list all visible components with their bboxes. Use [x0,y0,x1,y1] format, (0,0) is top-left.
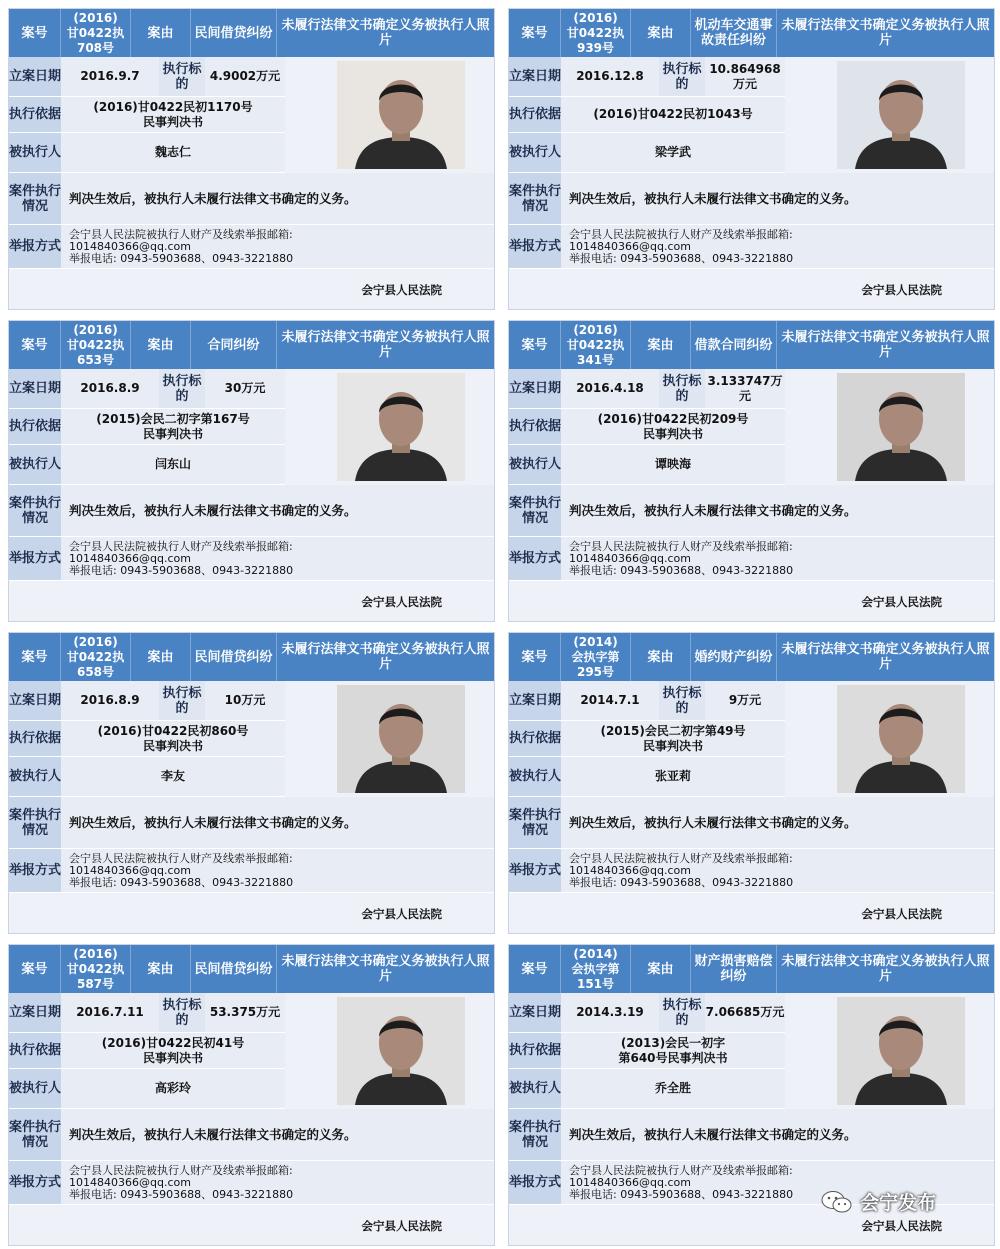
filing-date-label: 立案日期 [9,993,61,1033]
report-row [509,537,994,581]
portrait-silhouette-icon [337,373,465,481]
cause-value: 财产损害赔偿纠纷 [691,945,777,993]
case-year: (2016) [73,634,118,649]
basis-value [61,97,285,133]
court-name: 会宁县人民法院 [861,283,942,297]
case-year: (2016) [73,322,118,337]
report-label: 举报方式 [509,537,561,581]
photo-title: 未履行法律文书确定义务被执行人照片 [781,330,990,360]
case-seq: 151号 [576,976,615,991]
target-label: 执行标的 [159,993,205,1033]
basis-value [561,409,785,445]
report-email: 1014840366@qq.com [69,1175,191,1189]
status-row [509,797,994,849]
card-header [9,9,494,57]
person-label: 被执行人 [509,757,561,797]
report-info [561,225,994,269]
case-no-label: 案号 [509,633,561,681]
person-photo [337,373,465,481]
case-code: 会执字第 [571,649,620,664]
case-year: (2016) [573,10,618,25]
basis-value [61,409,285,445]
basis-label: 执行依据 [509,721,561,757]
report-phone: 举报电话: 0943-5903688、0943-3221880 [569,563,794,577]
case-number [61,945,131,993]
person-name: 谭映海 [561,445,785,485]
filing-date-label: 立案日期 [509,57,561,97]
cause-value: 民间借贷纠纷 [191,9,277,57]
status-text: 判决生效后，被执行人未履行法律文书确定的义务。 [561,797,994,849]
card-header [509,321,994,369]
report-info [61,1161,494,1205]
person-name: 闫东山 [61,445,285,485]
card-header [509,633,994,681]
report-phone: 举报电话: 0943-5903688、0943-3221880 [569,1187,794,1201]
basis-line-1: (2016)甘0422民初1043号 [593,107,753,121]
person-label: 被执行人 [9,1069,61,1109]
court-name: 会宁县人民法院 [861,907,942,921]
status-text: 判决生效后，被执行人未履行法律文书确定的义务。 [561,1109,994,1161]
status-label: 案件执行情况 [509,173,561,225]
status-label: 案件执行情况 [9,485,61,537]
report-label: 举报方式 [9,537,61,581]
report-label: 举报方式 [9,225,61,269]
enforcement-card [508,632,995,934]
basis-label: 执行依据 [9,721,61,757]
person-photo [837,373,965,481]
report-line: 会宁县人民法院被执行人财产及线索举报邮箱: [569,227,793,241]
basis-line-2: 第640号民事判决书 [618,1050,728,1065]
filing-date-label: 立案日期 [9,57,61,97]
target-label: 执行标的 [659,681,705,721]
case-seq: 708号 [76,40,115,55]
report-line: 会宁县人民法院被执行人财产及线索举报邮箱: [69,539,293,553]
filing-date: 2016.7.11 [61,993,159,1033]
person-name: 魏志仁 [61,133,285,173]
report-row [509,849,994,893]
report-line: 会宁县人民法院被执行人财产及线索举报邮箱: [69,1163,293,1177]
case-no-label: 案号 [9,9,61,57]
person-photo [837,997,965,1105]
case-number [561,9,631,57]
person-name: 高彩玲 [61,1069,285,1109]
basis-label: 执行依据 [9,409,61,445]
case-no-label: 案号 [509,321,561,369]
cause-label: 案由 [631,9,691,57]
status-text: 判决生效后，被执行人未履行法律文书确定的义务。 [61,173,494,225]
report-label: 举报方式 [509,849,561,893]
status-text: 判决生效后，被执行人未履行法律文书确定的义务。 [561,173,994,225]
status-row [9,1109,494,1161]
person-label: 被执行人 [9,757,61,797]
basis-label: 执行依据 [9,97,61,133]
cause-label: 案由 [131,321,191,369]
case-code: 甘0422执 [66,25,125,40]
court-name: 会宁县人民法院 [361,283,442,297]
basis-value [561,1033,785,1069]
person-label: 被执行人 [9,445,61,485]
status-text: 判决生效后，被执行人未履行法律文书确定的义务。 [61,485,494,537]
report-phone: 举报电话: 0943-5903688、0943-3221880 [569,875,794,889]
report-row [9,1161,494,1205]
report-info [561,537,994,581]
portrait-silhouette-icon [837,373,965,481]
case-year: (2016) [73,946,118,961]
cause-value: 民间借贷纠纷 [191,945,277,993]
filing-date-label: 立案日期 [9,681,61,721]
report-line: 会宁县人民法院被执行人财产及线索举报邮箱: [569,539,793,553]
person-photo [337,997,465,1105]
basis-label: 执行依据 [509,1033,561,1069]
basis-line-2: 民事判决书 [642,426,703,441]
target-label: 执行标的 [159,57,205,97]
basis-line-1: (2015)会民二初字第49号 [600,723,746,738]
filing-date-label: 立案日期 [509,369,561,409]
enforcement-card [508,320,995,622]
basis-value [61,1033,285,1069]
target-amount: 9万元 [705,681,785,721]
case-number [61,633,131,681]
cause-value: 婚约财产纠纷 [691,633,777,681]
card-header [9,321,494,369]
portrait-silhouette-icon [337,685,465,793]
case-code: 会执字第 [571,961,620,976]
card-header [509,9,994,57]
basis-line-2: 民事判决书 [642,738,703,753]
target-amount: 53.375万元 [205,993,285,1033]
status-text: 判决生效后，被执行人未履行法律文书确定的义务。 [61,1109,494,1161]
case-code: 甘0422执 [66,649,125,664]
case-seq: 939号 [576,40,615,55]
status-label: 案件执行情况 [509,797,561,849]
person-photo [837,61,965,169]
card-header [509,945,994,993]
filing-date: 2016.4.18 [561,369,659,409]
filing-date-label: 立案日期 [509,993,561,1033]
person-name: 李友 [61,757,285,797]
enforcement-card [508,8,995,310]
report-email: 1014840366@qq.com [569,239,691,253]
target-amount: 30万元 [205,369,285,409]
photo-title: 未履行法律文书确定义务被执行人照片 [281,954,490,984]
case-number [61,321,131,369]
enforcement-card [8,8,495,310]
report-phone: 举报电话: 0943-5903688、0943-3221880 [69,251,294,265]
report-label: 举报方式 [509,1161,561,1205]
filing-date: 2016.9.7 [61,57,159,97]
target-label: 执行标的 [659,57,705,97]
person-label: 被执行人 [9,133,61,173]
report-phone: 举报电话: 0943-5903688、0943-3221880 [69,875,294,889]
photo-title: 未履行法律文书确定义务被执行人照片 [781,18,990,48]
person-label: 被执行人 [509,133,561,173]
cause-value: 机动车交通事故责任纠纷 [691,9,777,57]
case-code: 甘0422执 [66,337,125,352]
portrait-silhouette-icon [337,61,465,169]
basis-value [561,721,785,757]
cause-label: 案由 [131,9,191,57]
case-no-label: 案号 [9,945,61,993]
target-label: 执行标的 [159,681,205,721]
status-label: 案件执行情况 [9,797,61,849]
cause-value: 民间借贷纠纷 [191,633,277,681]
report-line: 会宁县人民法院被执行人财产及线索举报邮箱: [69,851,293,865]
enforcement-card [8,632,495,934]
court-name: 会宁县人民法院 [361,907,442,921]
case-number [561,321,631,369]
basis-label: 执行依据 [509,97,561,133]
target-label: 执行标的 [159,369,205,409]
report-email: 1014840366@qq.com [69,551,191,565]
portrait-silhouette-icon [837,997,965,1105]
target-label: 执行标的 [659,993,705,1033]
court-name: 会宁县人民法院 [861,1219,942,1233]
case-seq: 658号 [76,664,115,679]
portrait-silhouette-icon [837,61,965,169]
basis-label: 执行依据 [509,409,561,445]
report-line: 会宁县人民法院被执行人财产及线索举报邮箱: [569,1163,793,1177]
report-row [509,225,994,269]
case-code: 甘0422执 [66,961,125,976]
case-code: 甘0422执 [566,337,625,352]
cause-label: 案由 [131,633,191,681]
report-email: 1014840366@qq.com [569,1175,691,1189]
status-label: 案件执行情况 [509,1109,561,1161]
case-no-label: 案号 [509,945,561,993]
status-row [509,485,994,537]
basis-line-2: 民事判决书 [142,426,203,441]
filing-date: 2014.7.1 [561,681,659,721]
portrait-silhouette-icon [337,997,465,1105]
filing-date: 2016.12.8 [561,57,659,97]
person-name: 张亚莉 [561,757,785,797]
case-seq: 341号 [576,352,615,367]
status-row [9,797,494,849]
case-code: 甘0422执 [566,25,625,40]
case-seq: 295号 [576,664,615,679]
person-photo [337,61,465,169]
target-label: 执行标的 [659,369,705,409]
photo-title: 未履行法律文书确定义务被执行人照片 [281,18,490,48]
court-name: 会宁县人民法院 [361,595,442,609]
filing-date: 2016.8.9 [61,369,159,409]
basis-line-2: 民事判决书 [142,1050,203,1065]
report-row [9,849,494,893]
report-row [9,537,494,581]
basis-line-1: (2015)会民二初字第167号 [96,411,250,426]
report-phone: 举报电话: 0943-5903688、0943-3221880 [69,563,294,577]
court-name: 会宁县人民法院 [361,1219,442,1233]
report-row [9,225,494,269]
report-label: 举报方式 [9,1161,61,1205]
filing-date: 2016.8.9 [61,681,159,721]
cause-value: 借款合同纠纷 [691,321,777,369]
person-name: 乔全胜 [561,1069,785,1109]
filing-date-label: 立案日期 [509,681,561,721]
cause-label: 案由 [631,633,691,681]
basis-line-1: (2016)甘0422民初41号 [101,1035,245,1050]
cause-label: 案由 [631,321,691,369]
photo-title: 未履行法律文书确定义务被执行人照片 [781,642,990,672]
report-info [561,849,994,893]
case-seq: 653号 [76,352,115,367]
case-no-label: 案号 [9,633,61,681]
cause-label: 案由 [131,945,191,993]
case-year: (2016) [73,10,118,25]
report-email: 1014840366@qq.com [569,551,691,565]
status-row [509,173,994,225]
basis-line-1: (2013)会民一初字 [620,1035,726,1050]
status-row [9,173,494,225]
status-text: 判决生效后，被执行人未履行法律文书确定的义务。 [61,797,494,849]
target-amount: 7.06685万元 [705,993,785,1033]
case-seq: 587号 [76,976,115,991]
report-email: 1014840366@qq.com [569,863,691,877]
basis-line-2: 民事判决书 [142,738,203,753]
case-year: (2014) [573,634,618,649]
target-amount: 10万元 [205,681,285,721]
target-amount: 10.864968万元 [705,57,785,97]
case-year: (2016) [573,322,618,337]
card-header [9,945,494,993]
report-info [61,225,494,269]
case-number [561,633,631,681]
report-label: 举报方式 [9,849,61,893]
status-label: 案件执行情况 [9,1109,61,1161]
watermark-text: 会宁发布 [860,1192,937,1214]
report-email: 1014840366@qq.com [69,863,191,877]
cause-label: 案由 [631,945,691,993]
filing-date: 2014.3.19 [561,993,659,1033]
card-header [9,633,494,681]
basis-line-2: 民事判决书 [142,114,203,129]
status-row [509,1109,994,1161]
court-name: 会宁县人民法院 [861,595,942,609]
report-phone: 举报电话: 0943-5903688、0943-3221880 [569,251,794,265]
person-label: 被执行人 [509,445,561,485]
portrait-silhouette-icon [837,685,965,793]
photo-title: 未履行法律文书确定义务被执行人照片 [281,642,490,672]
target-amount: 3.133747万元 [705,369,785,409]
watermark [820,1188,936,1215]
basis-line-1: (2016)甘0422民初860号 [97,723,249,738]
report-info [61,537,494,581]
person-label: 被执行人 [509,1069,561,1109]
report-info [61,849,494,893]
wechat-icon [820,1190,854,1214]
target-amount: 4.9002万元 [205,57,285,97]
report-phone: 举报电话: 0943-5903688、0943-3221880 [69,1187,294,1201]
basis-label: 执行依据 [9,1033,61,1069]
person-photo [337,685,465,793]
basis-value [561,97,785,133]
report-line: 会宁县人民法院被执行人财产及线索举报邮箱: [569,851,793,865]
report-email: 1014840366@qq.com [69,239,191,253]
basis-line-1: (2016)甘0422民初1170号 [93,99,253,114]
case-no-label: 案号 [509,9,561,57]
enforcement-card [8,320,495,622]
case-number [61,9,131,57]
status-label: 案件执行情况 [9,173,61,225]
case-no-label: 案号 [9,321,61,369]
report-line: 会宁县人民法院被执行人财产及线索举报邮箱: [69,227,293,241]
cause-value: 合同纠纷 [191,321,277,369]
case-year: (2014) [573,946,618,961]
filing-date-label: 立案日期 [9,369,61,409]
enforcement-card [8,944,495,1246]
person-name: 梁学武 [561,133,785,173]
report-label: 举报方式 [509,225,561,269]
status-text: 判决生效后，被执行人未履行法律文书确定的义务。 [561,485,994,537]
status-label: 案件执行情况 [509,485,561,537]
basis-value [61,721,285,757]
photo-title: 未履行法律文书确定义务被执行人照片 [281,330,490,360]
status-row [9,485,494,537]
photo-title: 未履行法律文书确定义务被执行人照片 [781,954,990,984]
basis-line-1: (2016)甘0422民初209号 [597,411,749,426]
case-number [561,945,631,993]
person-photo [837,685,965,793]
